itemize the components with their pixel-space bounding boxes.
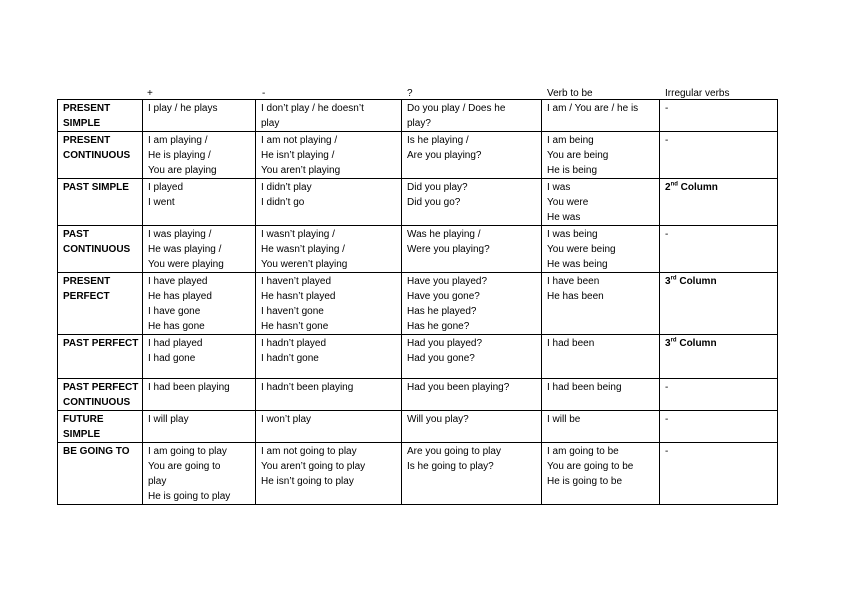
tense-name-line: FUTURE xyxy=(63,414,104,425)
question-line: Had you played? xyxy=(407,338,483,349)
affirmative-line: He has gone xyxy=(148,321,205,332)
verb-to-be-line: He was xyxy=(547,212,581,223)
irregular-ordinal-suffix: nd xyxy=(670,181,678,188)
affirmative-line: play xyxy=(148,476,167,487)
affirmative-line: I have gone xyxy=(148,306,201,317)
question-line: Have you gone? xyxy=(407,291,480,302)
affirmative-cell xyxy=(143,335,256,379)
affirmative-line: He was playing / xyxy=(148,244,222,255)
tense-name-line: PRESENT xyxy=(63,276,111,287)
verb-to-be-line: You were xyxy=(547,197,589,208)
verb-to-be-line: I had been being xyxy=(547,382,622,393)
affirmative-cell xyxy=(143,179,256,226)
irregular-verbs-cell xyxy=(660,443,778,505)
negative-line: He wasn’t playing / xyxy=(261,244,345,255)
affirmative-line: I had gone xyxy=(148,353,196,364)
header-question: ? xyxy=(407,88,413,99)
tense-name-cell xyxy=(58,273,143,335)
header-verb-to-be: Verb to be xyxy=(547,88,593,99)
irregular-verbs-cell xyxy=(660,226,778,273)
negative-line: You weren’t playing xyxy=(261,259,348,270)
verb-to-be-line: He has been xyxy=(547,291,604,302)
table-row xyxy=(58,100,778,132)
irregular-verbs-cell xyxy=(660,179,778,226)
irregular-verbs-cell xyxy=(660,379,778,411)
negative-line: I didn’t go xyxy=(261,197,305,208)
verb-to-be-line: I have been xyxy=(547,276,600,287)
question-cell xyxy=(402,443,542,505)
question-line: Had you gone? xyxy=(407,353,475,364)
affirmative-cell xyxy=(143,443,256,505)
tense-name-line: CONTINUOUS xyxy=(63,244,131,255)
tense-name-line: PAST xyxy=(63,229,89,240)
header-minus: - xyxy=(262,88,266,99)
irregular-ordinal-suffix: rd xyxy=(670,275,677,282)
tenses-table-body xyxy=(58,100,778,505)
verb-to-be-line: I had been xyxy=(547,338,595,349)
tense-name-cell xyxy=(58,100,143,132)
negative-cell xyxy=(256,226,402,273)
irregular-column-label: Column xyxy=(677,182,718,193)
table-row xyxy=(58,179,778,226)
negative-cell xyxy=(256,179,402,226)
affirmative-line: You are going to xyxy=(148,461,221,472)
affirmative-cell xyxy=(143,411,256,443)
negative-line: I don’t play / he doesn’t xyxy=(261,103,364,114)
question-line: Have you played? xyxy=(407,276,488,287)
negative-line: I am not going to play xyxy=(261,446,357,457)
negative-line: He isn’t going to play xyxy=(261,476,354,487)
question-line: Has he gone? xyxy=(407,321,470,332)
irregular-column-label: Column xyxy=(676,338,717,349)
verb-to-be-cell xyxy=(542,100,660,132)
negative-cell xyxy=(256,411,402,443)
question-cell xyxy=(402,273,542,335)
negative-line: You aren’t going to play xyxy=(261,461,366,472)
negative-line: I haven’t played xyxy=(261,276,332,287)
irregular-value: - xyxy=(665,135,669,146)
negative-line: I hadn’t played xyxy=(261,338,327,349)
irregular-verbs-cell xyxy=(660,411,778,443)
negative-line: play xyxy=(261,118,280,129)
irregular-verbs-cell xyxy=(660,273,778,335)
affirmative-cell xyxy=(143,100,256,132)
question-cell xyxy=(402,226,542,273)
irregular-value: 3 xyxy=(665,338,671,349)
irregular-value: - xyxy=(665,414,669,425)
verb-to-be-cell xyxy=(542,411,660,443)
negative-line: I haven’t gone xyxy=(261,306,324,317)
affirmative-line: I have played xyxy=(148,276,208,287)
irregular-ordinal-suffix: rd xyxy=(670,337,677,344)
affirmative-cell xyxy=(143,226,256,273)
tense-name-line: CONTINUOUS xyxy=(63,397,131,408)
negative-line: I wasn’t playing / xyxy=(261,229,335,240)
negative-line: He hasn’t played xyxy=(261,291,336,302)
question-cell xyxy=(402,411,542,443)
tense-name-line: CONTINUOUS xyxy=(63,150,131,161)
irregular-verbs-cell xyxy=(660,100,778,132)
verb-to-be-cell xyxy=(542,335,660,379)
verb-to-be-line: You are going to be xyxy=(547,461,634,472)
affirmative-line: I had played xyxy=(148,338,203,349)
negative-cell xyxy=(256,443,402,505)
verb-to-be-line: He is going to be xyxy=(547,476,623,487)
affirmative-cell xyxy=(143,132,256,179)
question-line: Are you playing? xyxy=(407,150,482,161)
negative-line: I didn’t play xyxy=(261,182,312,193)
table-row xyxy=(58,226,778,273)
tenses-table xyxy=(57,99,778,505)
question-line: Was he playing / xyxy=(407,229,481,240)
tense-name-cell xyxy=(58,335,143,379)
question-line: Did you go? xyxy=(407,197,461,208)
affirmative-line: I played xyxy=(148,182,184,193)
question-cell xyxy=(402,335,542,379)
tense-name-cell xyxy=(58,179,143,226)
tense-name-cell xyxy=(58,443,143,505)
verb-to-be-line: He was being xyxy=(547,259,608,270)
tense-name-line: SIMPLE xyxy=(63,429,101,440)
question-line: Were you playing? xyxy=(407,244,490,255)
affirmative-line: I am playing / xyxy=(148,135,208,146)
verb-to-be-line: I was xyxy=(547,182,571,193)
verb-to-be-line: You were being xyxy=(547,244,616,255)
irregular-column-label: Column xyxy=(676,276,717,287)
negative-line: He hasn’t gone xyxy=(261,321,329,332)
verb-to-be-line: I will be xyxy=(547,414,581,425)
irregular-value: 3 xyxy=(665,276,671,287)
table-row xyxy=(58,273,778,335)
irregular-value: - xyxy=(665,229,669,240)
affirmative-cell xyxy=(143,379,256,411)
affirmative-line: I went xyxy=(148,197,175,208)
affirmative-line: I will play xyxy=(148,414,189,425)
irregular-value: - xyxy=(665,103,669,114)
question-line: Is he playing / xyxy=(407,135,469,146)
verb-to-be-line: You are being xyxy=(547,150,609,161)
verb-to-be-line: I was being xyxy=(547,229,598,240)
verb-to-be-line: I am going to be xyxy=(547,446,619,457)
tense-name-line: PRESENT xyxy=(63,103,111,114)
verb-to-be-cell xyxy=(542,132,660,179)
tense-name-line: SIMPLE xyxy=(63,118,101,129)
table-row xyxy=(58,335,778,379)
tense-name-line: PAST PERFECT xyxy=(63,382,139,393)
question-line: Did you play? xyxy=(407,182,468,193)
affirmative-cell xyxy=(143,273,256,335)
negative-cell xyxy=(256,379,402,411)
affirmative-line: You are playing xyxy=(148,165,217,176)
irregular-verbs-cell xyxy=(660,335,778,379)
negative-cell xyxy=(256,100,402,132)
tense-name-line: PAST PERFECT xyxy=(63,338,139,349)
verb-to-be-line: I am / You are / he is xyxy=(547,103,639,114)
question-line: Is he going to play? xyxy=(407,461,494,472)
question-cell xyxy=(402,100,542,132)
tense-name-cell xyxy=(58,226,143,273)
negative-cell xyxy=(256,273,402,335)
table-row xyxy=(58,132,778,179)
header-irregular-verbs: Irregular verbs xyxy=(665,88,730,99)
tense-name-line: BE GOING TO xyxy=(63,446,130,457)
verb-to-be-line: I am being xyxy=(547,135,594,146)
tense-name-cell xyxy=(58,411,143,443)
verb-to-be-cell xyxy=(542,179,660,226)
tense-name-cell xyxy=(58,132,143,179)
question-line: Had you been playing? xyxy=(407,382,510,393)
affirmative-line: He is going to play xyxy=(148,491,231,502)
affirmative-line: He is playing / xyxy=(148,150,211,161)
tense-name-cell xyxy=(58,379,143,411)
negative-line: I hadn’t gone xyxy=(261,353,319,364)
tense-name-line: PRESENT xyxy=(63,135,111,146)
negative-line: He isn’t playing / xyxy=(261,150,335,161)
affirmative-line: I am going to play xyxy=(148,446,227,457)
table-row xyxy=(58,379,778,411)
negative-line: I am not playing / xyxy=(261,135,338,146)
negative-cell xyxy=(256,335,402,379)
verb-to-be-cell xyxy=(542,379,660,411)
verb-to-be-cell xyxy=(542,226,660,273)
irregular-value: - xyxy=(665,382,669,393)
irregular-value: 2 xyxy=(665,182,671,193)
negative-line: I hadn’t been playing xyxy=(261,382,354,393)
question-line: Do you play / Does he xyxy=(407,103,506,114)
verb-to-be-cell xyxy=(542,443,660,505)
tense-name-line: PERFECT xyxy=(63,291,110,302)
question-cell xyxy=(402,379,542,411)
negative-cell xyxy=(256,132,402,179)
table-row xyxy=(58,411,778,443)
irregular-value: - xyxy=(665,446,669,457)
affirmative-line: He has played xyxy=(148,291,212,302)
question-line: Will you play? xyxy=(407,414,469,425)
verb-to-be-line: He is being xyxy=(547,165,598,176)
header-plus: + xyxy=(147,88,153,99)
question-cell xyxy=(402,179,542,226)
affirmative-line: I was playing / xyxy=(148,229,212,240)
tense-name-line: PAST SIMPLE xyxy=(63,182,129,193)
question-line: Are you going to play xyxy=(407,446,501,457)
question-cell xyxy=(402,132,542,179)
question-line: Has he played? xyxy=(407,306,477,317)
affirmative-line: You were playing xyxy=(148,259,224,270)
verb-to-be-cell xyxy=(542,273,660,335)
table-row xyxy=(58,443,778,505)
affirmative-line: I play / he plays xyxy=(148,103,218,114)
negative-line: You aren’t playing xyxy=(261,165,341,176)
negative-line: I won’t play xyxy=(261,414,312,425)
question-line: play? xyxy=(407,118,431,129)
irregular-verbs-cell xyxy=(660,132,778,179)
affirmative-line: I had been playing xyxy=(148,382,230,393)
